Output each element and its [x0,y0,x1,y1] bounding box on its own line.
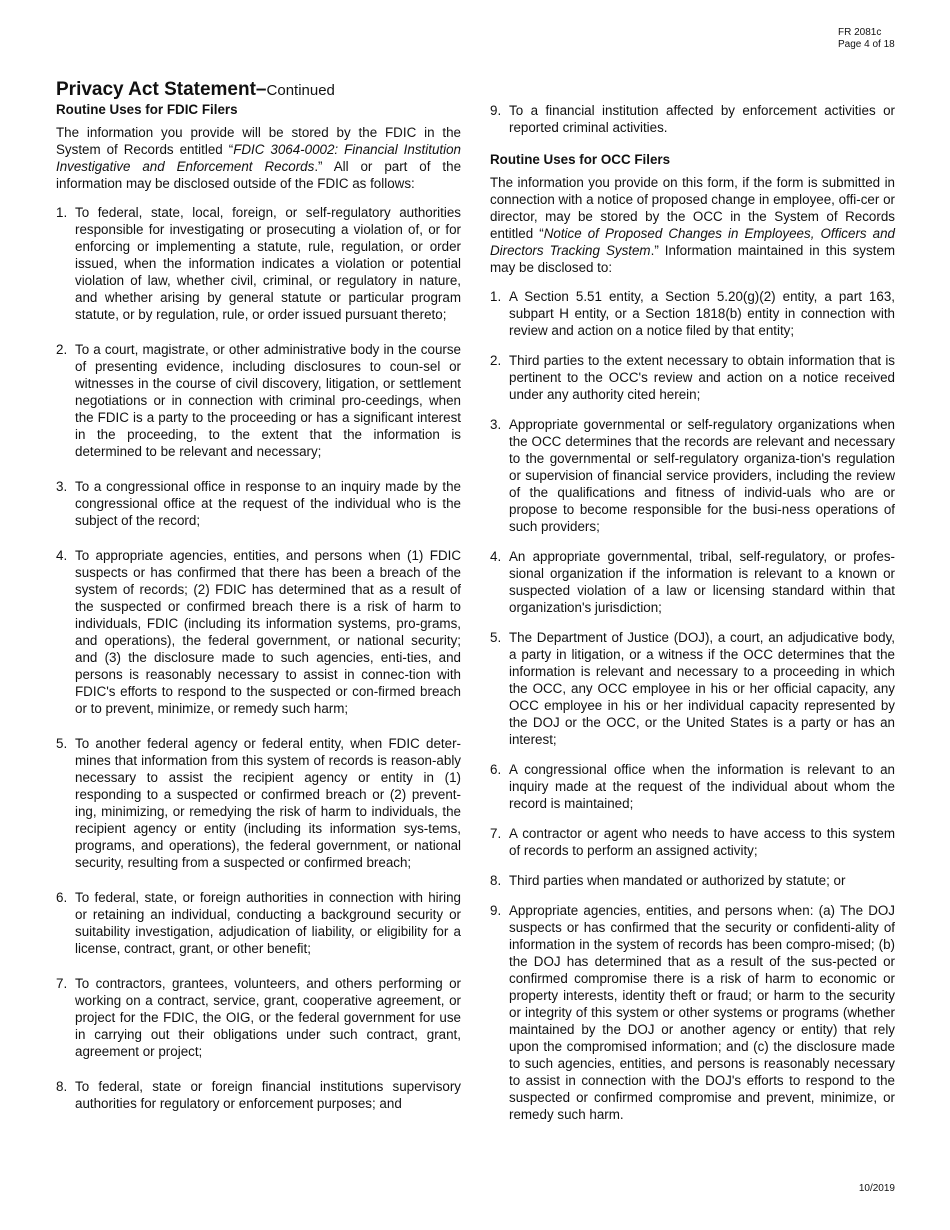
item-text: A congressional office when the information is relevant to an inquiry made at the request of the individual about whom the record is maintained; [509,762,895,811]
item-text: A Section 5.51 entity, a Section 5.20(g)(2) entity, a part 163, subpart H entity, or a Section 1818(b) entity in connection with review and action on a notice filed by that entity; [509,289,895,338]
item-number: 2. [490,353,502,368]
fdic-intro-after: .” All or part of the information may be disclosed outside of the FDIC as follows: [56,159,462,191]
list-item [56,478,461,529]
item-number: 3. [56,479,68,494]
page-title-main: Privacy Act Statement– [56,79,267,100]
item-number: 7. [490,826,502,841]
item-number: 5. [56,736,68,751]
item-text: An appropriate governmental, tribal, self-regulatory, or profes-sional organization if the information is relevant to a known or suspected violation of a law or licensing standard within that organization's jurisdiction; [509,549,895,615]
item-text: Third parties to the extent necessary to obtain information that is pertinent to the OCC's review and action on a notice received under any authority cited herein; [509,353,895,402]
fdic-routine-uses-list [56,204,461,1112]
item-text: To a court, magistrate, or other administrative body in the course of presenting evidence, including disclosures to coun-sel or witnesses in the course of civil discovery, litigation, or settlement negotiations or in connection with criminal pro-ceedings, when the FDIC is a party to the proceeding or has a significant interest in the proceeding, to the extent that the information is determined to be relevant and necessary; [75,342,461,459]
item-number: 7. [56,976,68,991]
item-text: The Department of Justice (DOJ), a court, an adjudicative body, a party in litigation, or a witness if the OCC determines that the information is relevant and necessary to a proceeding in which the OCC, any OCC employee in his or her official capacity, any OCC employee in his or her individual capacity represented by the DOJ or the OCC, or the United States is a party or has an interest; [509,630,895,747]
revision-date: 10/2019 [858,1183,895,1194]
item-number: 6. [490,762,502,777]
item-text: To contractors, grantees, volunteers, and others performing or working on a contract, service, grant, cooperative agreement, or project for the FDIC, the OIG, or the federal government for use in carrying out their obligations under such contract, grant, agreement or project; [75,976,461,1059]
item-text: To federal, state, local, foreign, or self-regulatory authorities responsible for investigating or prosecuting a violation of, or for enforcing or implementing a statute, rule, regulation, or order issued, when the information indicates a violation or potential violation of law, whether civil, criminal, or regulatory in nature, and whether arising by general statute or particular program statute, or by regulation, rule, or order issued pursuant thereto; [75,205,461,322]
item-number: 9. [490,103,502,118]
item-text: A contractor or agent who needs to have access to this system of records to perform an assigned activity; [509,826,895,858]
item-text: To another federal agency or federal entity, when FDIC deter-mines that information from this system of records is reason-ably necessary to assist the recipient agency or entity in (1) responding to a suspected or confirmed breach or (2) prevent-ing, minimizing, or remedying the risk of harm to individuals, the recipient agency or entity (including its information sys-tems, programs, and operations), the federal government, or national security, resulting from a suspected or confirmed breach; [75,736,461,870]
fdic-routine-uses-list-continued [490,102,895,136]
page-number: Page 4 of 18 [838,39,895,50]
list-item [56,889,461,957]
item-number: 1. [56,205,68,220]
list-item [490,872,895,889]
item-number: 9. [490,903,502,918]
item-number: 4. [56,548,68,563]
list-item [56,341,461,460]
list-item [490,548,895,616]
fdic-intro-before: The information you provide will be stored by the FDIC in the System of Records entitled “ [56,125,461,157]
item-number: 1. [490,289,502,304]
list-item [490,288,895,339]
list-item [56,735,461,871]
list-item [490,825,895,859]
list-item [490,761,895,812]
item-text: Appropriate agencies, entities, and persons when: (a) The DOJ suspects or has confirmed that the security or confidenti-ality of information in the system of records has been compro-mised; (b) the DOJ has determined that as a result of the sus-pected or confirmed compromise there is a risk of harm to economic or property interests, identity theft or fraud; or harm to the security or integrity of this system or other systems or programs (whether maintained by the DOJ or another agency or entity) that rely upon the compromised information; and (c) the disclosure made to such agencies, entities, and persons is reasonably necessary to assist in connection with the DOJ's efforts to respond to the suspected or confirmed compromise and prevent, minimize, or remedy such harm. [509,903,895,1122]
page-title [56,66,335,103]
item-number: 6. [56,890,68,905]
item-number: 3. [490,417,502,432]
occ-section-heading: Routine Uses for OCC Filers [490,152,671,167]
occ-system-of-records-title: Notice of Proposed Changes in Employees, Officers and Directors Tracking System [490,226,895,258]
item-text: To a congressional office in response to an inquiry made by the congressional office at the request of the individual who is the subject of the record; [75,479,461,528]
list-item [490,102,895,136]
occ-intro-after: .” Information maintained in this system may be disclosed to: [490,243,895,275]
item-number: 2. [56,342,68,357]
list-item [490,902,895,1123]
page-title-continued: Continued [266,82,335,99]
occ-routine-uses-list [490,288,895,1123]
item-text: Appropriate governmental or self-regulatory organizations when the OCC determines that the records are relevant and necessary to the governmental or self-regulatory organiza-tion's regulation or supervision of financial service providers, including the review of the qualifications and fitness of individ-uals who are or propose to become responsible for the busi-ness operations of such providers; [509,417,895,534]
item-text: To appropriate agencies, entities, and persons when (1) FDIC suspects or has confirmed that there has been a breach of the system of records; (2) FDIC has determined that as a result of the suspected or confirmed breach there is a risk of harm to individuals, FDIC (including its information systems, pro-grams, and operations), the federal government, or national security; and (3) the disclosure made to such agencies, enti-ties, and persons is reasonably necessary to assist in connec-tion with FDIC's efforts to respond to the suspected or con-firmed breach or to prevent, minimize, or remedy such harm; [75,548,461,716]
occ-intro [490,174,895,276]
list-item [490,352,895,403]
list-item [56,1078,461,1112]
list-item [490,629,895,748]
right-column [490,102,895,1136]
item-text: To federal, state or foreign financial institutions supervisory authorities for regulatory or enforcement purposes; and [75,1079,461,1111]
list-item [56,975,461,1060]
item-text: Third parties when mandated or authorized by statute; or [509,873,846,888]
list-item [56,547,461,717]
item-number: 5. [490,630,502,645]
form-number: FR 2081c [838,27,882,38]
occ-intro-before: The information you provide on this form, if the form is submitted in connection with a notice of proposed change in employee, offi-cer or director, may be stored by the OCC in the System of Records entitled “ [490,175,895,241]
fdic-intro [56,124,461,192]
item-number: 8. [56,1079,68,1094]
item-text: To federal, state, or foreign authorities in connection with hiring or retaining an individual, conducting a background security or suitability investigation, adjudication of liability, or eligibility for a license, contract, grant, or other benefit; [75,890,461,956]
fdic-section-heading: Routine Uses for FDIC Filers [56,102,238,117]
item-number: 8. [490,873,502,888]
item-text: To a financial institution affected by enforcement activities or reported criminal activities. [509,103,895,135]
list-item [56,204,461,323]
list-item [490,416,895,535]
left-column [56,101,461,1130]
item-number: 4. [490,549,502,564]
fdic-system-of-records-title: FDIC 3064-0002: Financial Institution Investigative and Enforcement Records [56,142,461,174]
form-identifier [838,27,895,51]
